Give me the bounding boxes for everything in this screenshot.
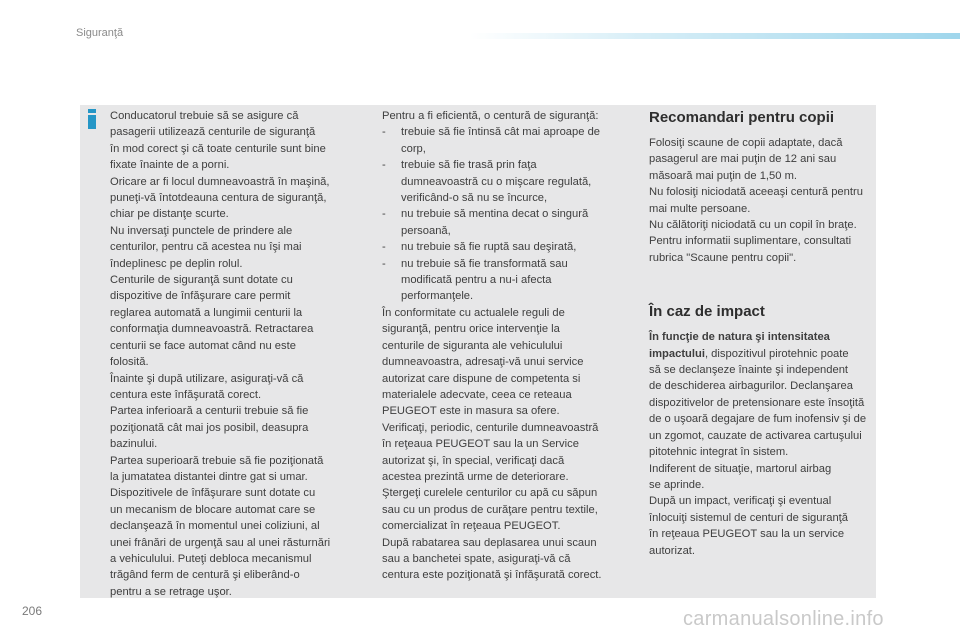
impact-section-title: În caz de impact bbox=[649, 303, 765, 321]
impact-mixed-line bbox=[649, 346, 874, 362]
impact-bold-word: impactului bbox=[649, 347, 705, 360]
bullet-line: dumneavoastră cu o mişcare regulată, bbox=[401, 175, 592, 188]
text-line: Indiferent de situaţie, martorul airbag bbox=[649, 462, 832, 475]
text-line: autorizat şi, în special, verificaţi dacă bbox=[382, 454, 565, 467]
bullet-item bbox=[382, 256, 632, 305]
text-line: Dispozitivele de înfăşurare sunt dotate cu bbox=[110, 487, 316, 500]
text-line: centurile de siguranta ale vehiculului bbox=[382, 339, 563, 352]
text-line: în mod corect şi că toate centurile sunt bine bbox=[110, 142, 326, 155]
bullet-dash: - bbox=[382, 126, 386, 139]
text-line: pasagerul are mai puţin de 12 ani sau bbox=[649, 153, 837, 166]
page-number: 206 bbox=[22, 604, 43, 618]
text-line: pasagerii utilizează centurile de siguranţă bbox=[110, 126, 316, 139]
info-icon-dot bbox=[88, 109, 96, 113]
text-line: centura este poziţionată şi înfăşurată corect. bbox=[382, 569, 602, 582]
text-line: Conducatorul trebuie să se asigure că bbox=[110, 110, 299, 122]
text-line: Pentru informatii suplimentare, consultati bbox=[649, 235, 852, 248]
text-line: Verificaţi, periodic, centurile dumneavoastră bbox=[382, 421, 599, 434]
text-line: sau a banchetei spate, asiguraţi-vă că bbox=[382, 552, 571, 565]
text-line: dispozitive de înfăşurare care permit bbox=[110, 290, 291, 303]
text-line: Ştergeţi curelele centurilor cu apă cu săpun bbox=[382, 487, 598, 500]
text-line: un zgomot, cauzate de activarea cartuşului bbox=[649, 429, 862, 442]
bullet-item bbox=[382, 157, 632, 206]
bullet-line: verificând-o să nu se încurce, bbox=[401, 192, 548, 205]
bullet-dash: - bbox=[382, 159, 386, 172]
bullet-dash: - bbox=[382, 208, 386, 221]
text-line: Oricare ar fi locul dumneavoastră în maşină, bbox=[110, 175, 330, 188]
text-line: mai multe persoane. bbox=[649, 202, 751, 215]
text-line: de deschiderea airbagurilor. Declanşarea bbox=[649, 380, 853, 393]
info-icon-stem bbox=[88, 115, 96, 129]
bullet-item bbox=[382, 124, 632, 157]
text-line: înlocuiţi sistemul de centuri de siguranţă bbox=[649, 511, 848, 524]
text-line: conformaţia dumneavoastră. Retractarea bbox=[110, 323, 314, 336]
text-line: Folosiţi scaune de copii adaptate, dacă bbox=[649, 137, 843, 149]
text-line: dispozitivelor de pretensionare este însoţită bbox=[649, 396, 865, 409]
text-line: materialele adecvate, ceea ce reteaua bbox=[382, 388, 572, 401]
text-line: Înainte şi după utilizare, asiguraţi-vă că bbox=[110, 372, 304, 385]
text-line: se aprinde. bbox=[649, 478, 705, 491]
text-line: siguranţă, pentru orice intervenţie la bbox=[382, 323, 560, 336]
text-line: sau cu un produs de curăţare pentru textile, bbox=[382, 503, 598, 516]
text-line: Nu inversaţi punctele de prindere ale bbox=[110, 224, 293, 237]
impact-bold-line: În funcţie de natura şi intensitatea bbox=[649, 331, 830, 344]
text-line: pentru a se retrage uşor. bbox=[110, 585, 232, 598]
bullet-line: trebuie să fie întinsă cât mai aproape de bbox=[401, 126, 601, 139]
text-line: chiar pe distanţe scurte. bbox=[110, 208, 229, 221]
text-line: bazinului. bbox=[110, 438, 158, 451]
text-line: reglarea automată a lungimii centurii la bbox=[110, 306, 303, 319]
text-line: a vehiculului. Puteţi debloca mecanismul bbox=[110, 552, 312, 565]
column-children-and-impact bbox=[649, 108, 874, 559]
text-line: folosită. bbox=[110, 356, 149, 369]
bullet-line: nu trebuie să fie transformată sau bbox=[401, 257, 568, 270]
text-line: Centurile de siguranţă sunt dotate cu bbox=[110, 274, 293, 287]
info-icon bbox=[85, 109, 99, 129]
bullet-item bbox=[382, 206, 632, 239]
text-line: în reţeaua PEUGEOT sau la un service bbox=[649, 528, 845, 541]
header-gradient-bar bbox=[470, 33, 960, 39]
text-line: unei frânări de urgenţă sau al unei răsturnări bbox=[110, 536, 331, 549]
text-line: Partea superioară trebuie să fie poziţionată bbox=[110, 454, 324, 467]
bullet-text bbox=[401, 157, 632, 206]
bullet-line: persoană, bbox=[401, 224, 451, 237]
bullet-dash: - bbox=[382, 241, 386, 254]
impact-line-rest: , dispozitivul pirotehnic poate bbox=[704, 347, 849, 360]
text-line: pitotehnic integrat în sistem. bbox=[649, 446, 789, 459]
text-line: rubrica "Scaune pentru copii". bbox=[649, 251, 797, 264]
text-line: un mecanism de blocare automat care se bbox=[110, 503, 316, 516]
bullet-line: trebuie să fie trasă prin faţa bbox=[401, 159, 537, 172]
text-line: centura este înfăşurată corect. bbox=[110, 388, 262, 401]
page-section-title: Siguranţă bbox=[76, 27, 124, 39]
text-line: Nu folosiţi niciodată aceeaşi centură pentru bbox=[649, 186, 863, 199]
text-line: îndeplinesc pe deplin rolul. bbox=[110, 257, 243, 270]
bullet-dash: - bbox=[382, 257, 386, 270]
text-line: Nu călătoriţi niciodată cu un copil în braţe. bbox=[649, 219, 857, 232]
bullet-line: modificată pentru a nu-i afecta bbox=[401, 274, 552, 287]
text-line: declanşează în momentul unei coliziuni, al bbox=[110, 520, 320, 533]
text-line: După un impact, verificaţi şi eventual bbox=[649, 495, 832, 508]
bullet-text bbox=[401, 256, 632, 305]
children-section-title: Recomandari pentru copii bbox=[649, 109, 835, 126]
text-line: la jumatatea distantei dintre gat si umar. bbox=[110, 470, 308, 483]
text-line: Partea inferioară a centurii trebuie să fie bbox=[110, 405, 309, 418]
text-line: autorizat. bbox=[649, 544, 696, 557]
bullet-line: performanţele. bbox=[401, 290, 474, 303]
text-line: În conformitate cu actualele reguli de bbox=[382, 306, 565, 319]
bullet-text bbox=[401, 206, 632, 239]
watermark: carmanualsonline.info bbox=[683, 608, 884, 630]
text-line: puneţi-vă întotdeauna centura de siguranţă, bbox=[110, 192, 327, 205]
bullet-line: corp, bbox=[401, 142, 426, 155]
text-line: comercializat în reţeaua PEUGEOT. bbox=[382, 520, 561, 533]
bullet-line: nu trebuie să fie ruptă sau deşirată, bbox=[401, 241, 577, 254]
bullet-line: nu trebuie să mentina decat o singură bbox=[401, 208, 589, 221]
text-line: măsoară mai puţin de 1,50 m. bbox=[649, 169, 797, 182]
text-line: autorizat care dispune de competenta si bbox=[382, 372, 581, 385]
text-line: în reţeaua PEUGEOT sau la un Service bbox=[382, 438, 579, 451]
text-line: centurilor, pentru că acestea nu îşi mai bbox=[110, 241, 302, 254]
text-line: fixate înainte de a porni. bbox=[110, 159, 230, 172]
text-line: de o uşoară degajare de fum inofensiv şi de bbox=[649, 413, 867, 426]
column-seatbelt-usage bbox=[110, 108, 360, 600]
bullet-text bbox=[401, 124, 632, 157]
text-line: trăgând ferm de centură şi eliberând-o bbox=[110, 569, 300, 582]
text-line: să se declanşeze înainte şi independent bbox=[649, 364, 849, 377]
text-line: După rabatarea sau deplasarea unui scaun bbox=[382, 536, 597, 549]
text-line: centurii se face automat când nu este bbox=[110, 339, 296, 352]
text-line: acestea prezintă urme de deteriorare. bbox=[382, 470, 569, 483]
text-line: poziţionată cât mai jos posibil, deasupra bbox=[110, 421, 309, 434]
column-seatbelt-efficiency bbox=[382, 108, 632, 584]
bullet-text bbox=[401, 239, 632, 255]
text-line: PEUGEOT este in masura sa ofere. bbox=[382, 405, 560, 418]
text-line: dumneavoastra, adresaţi-vă unui service bbox=[382, 356, 584, 369]
bullet-item bbox=[382, 239, 632, 255]
intro-line: Pentru a fi eficientă, o centură de siguranţă: bbox=[382, 110, 599, 122]
